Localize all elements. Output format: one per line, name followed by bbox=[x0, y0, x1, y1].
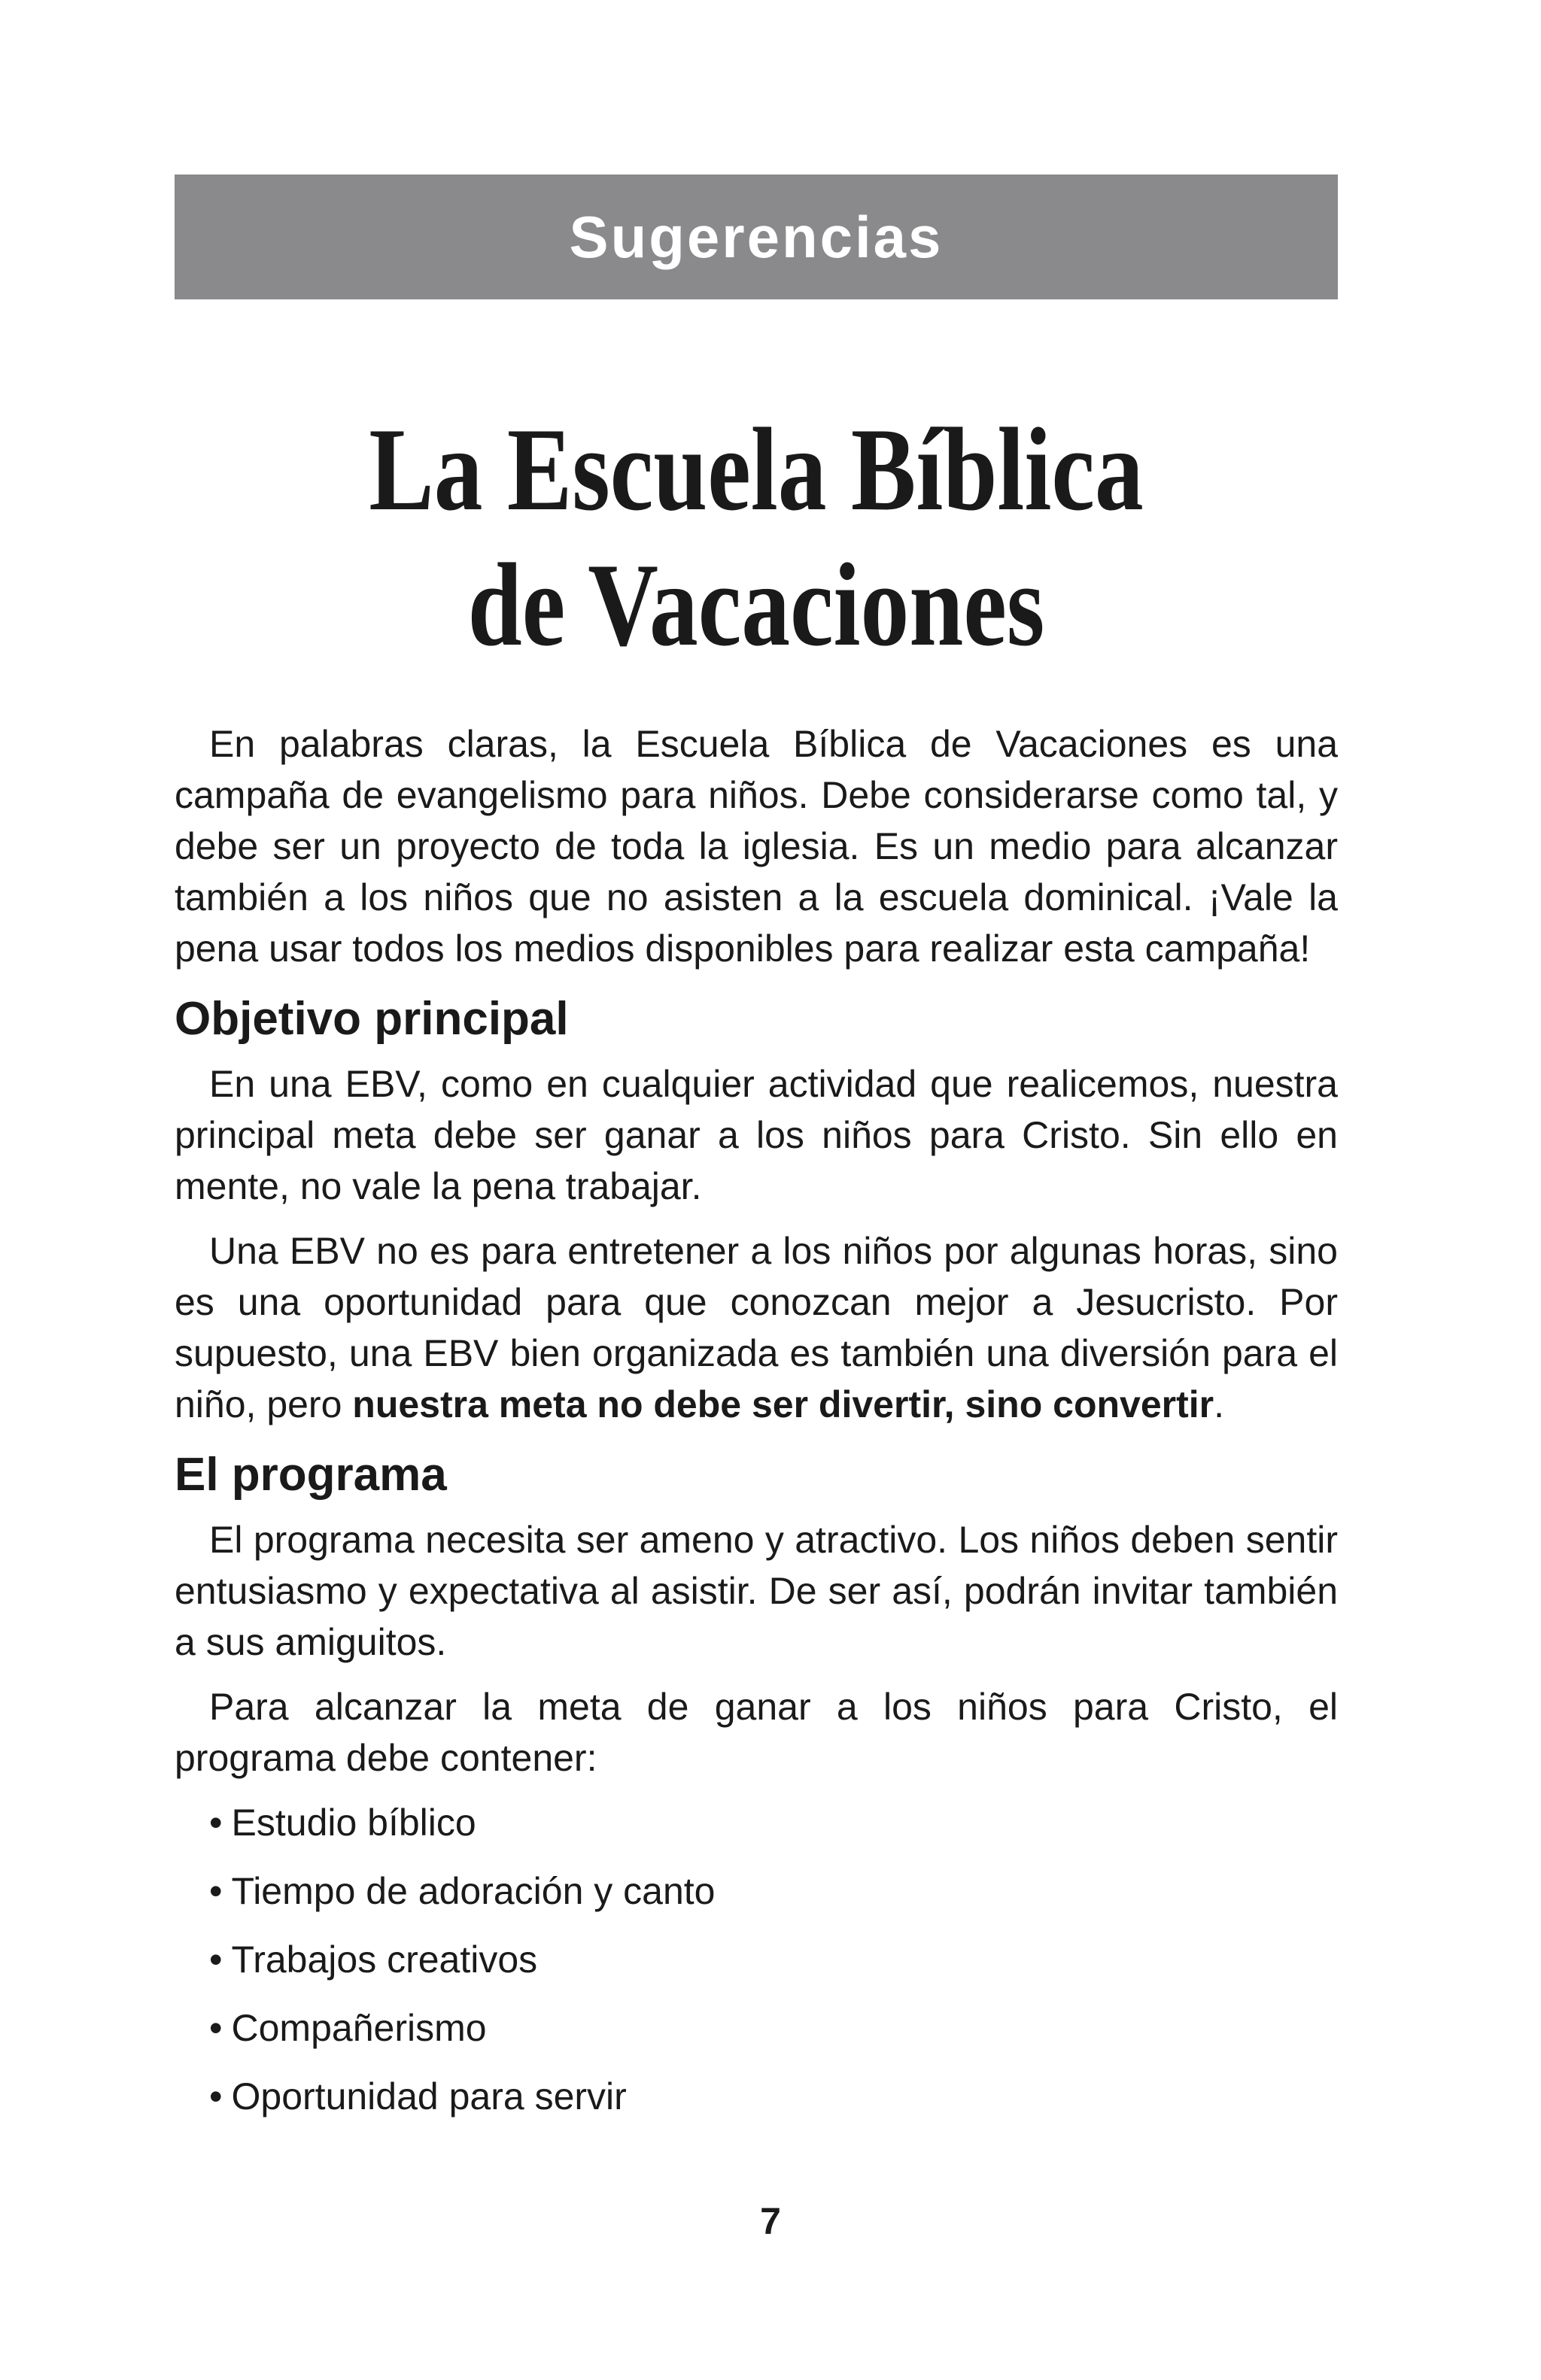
objetivo-p2-end: . bbox=[1214, 1383, 1225, 1425]
objetivo-paragraph-2 bbox=[175, 1225, 1338, 1430]
list-item: • Estudio bíblico bbox=[175, 1797, 1338, 1848]
objetivo-p2-emphasis: nuestra meta no debe ser divertir, sino convertir bbox=[352, 1383, 1214, 1425]
list-item: • Compañerismo bbox=[175, 2002, 1338, 2054]
banner-label: Sugerencias bbox=[569, 203, 944, 270]
title-line-1: La Escuela Bíblica bbox=[369, 404, 1144, 536]
list-item: • Oportunidad para servir bbox=[175, 2071, 1338, 2122]
objetivo-p2-start: Una EBV no es para entretener a los niños por algunas horas, sino es una oportunidad para que conozcan mejor a Jesucristo. Por supuesto, una EBV bien organizada es también una diversión para el niño, pero bbox=[175, 1230, 1338, 1425]
objetivo-heading: Objetivo principal bbox=[175, 993, 569, 1045]
list-item: • Tiempo de adoración y canto bbox=[175, 1865, 1338, 1917]
title-line-2: de Vacaciones bbox=[467, 539, 1045, 671]
page-number: 7 bbox=[760, 2200, 781, 2242]
programa-list bbox=[175, 1797, 1338, 2122]
programa-paragraph-2: Para alcanzar la meta de ganar a los niños para Cristo, el programa debe contener: bbox=[175, 1686, 1338, 1779]
programa-heading: El programa bbox=[175, 1449, 447, 1501]
page-title bbox=[279, 402, 1233, 673]
programa-paragraph-1: El programa necesita ser ameno y atractivo. Los niños deben sentir entusiasmo y expectativa al asistir. De ser así, podrán invitar también a sus amiguitos. bbox=[175, 1519, 1338, 1663]
list-item: • Trabajos creativos bbox=[175, 1934, 1338, 1985]
objetivo-paragraph-1: En una EBV, como en cualquier actividad que realicemos, nuestra principal meta debe ser ganar a los niños para Cristo. Sin ello en mente, no vale la pena trabajar. bbox=[175, 1063, 1338, 1207]
section-banner bbox=[175, 175, 1338, 299]
body-content bbox=[175, 718, 1338, 2139]
intro-paragraph: En palabras claras, la Escuela Bíblica de Vacaciones es una campaña de evangelismo para niños. Debe considerarse como tal, y debe ser un proyecto de toda la iglesia. Es un medio para alcanzar también a los niños que no asisten a la escuela dominical. ¡Vale la pena usar todos los medios disponibles para realizar esta campaña! bbox=[175, 723, 1338, 970]
